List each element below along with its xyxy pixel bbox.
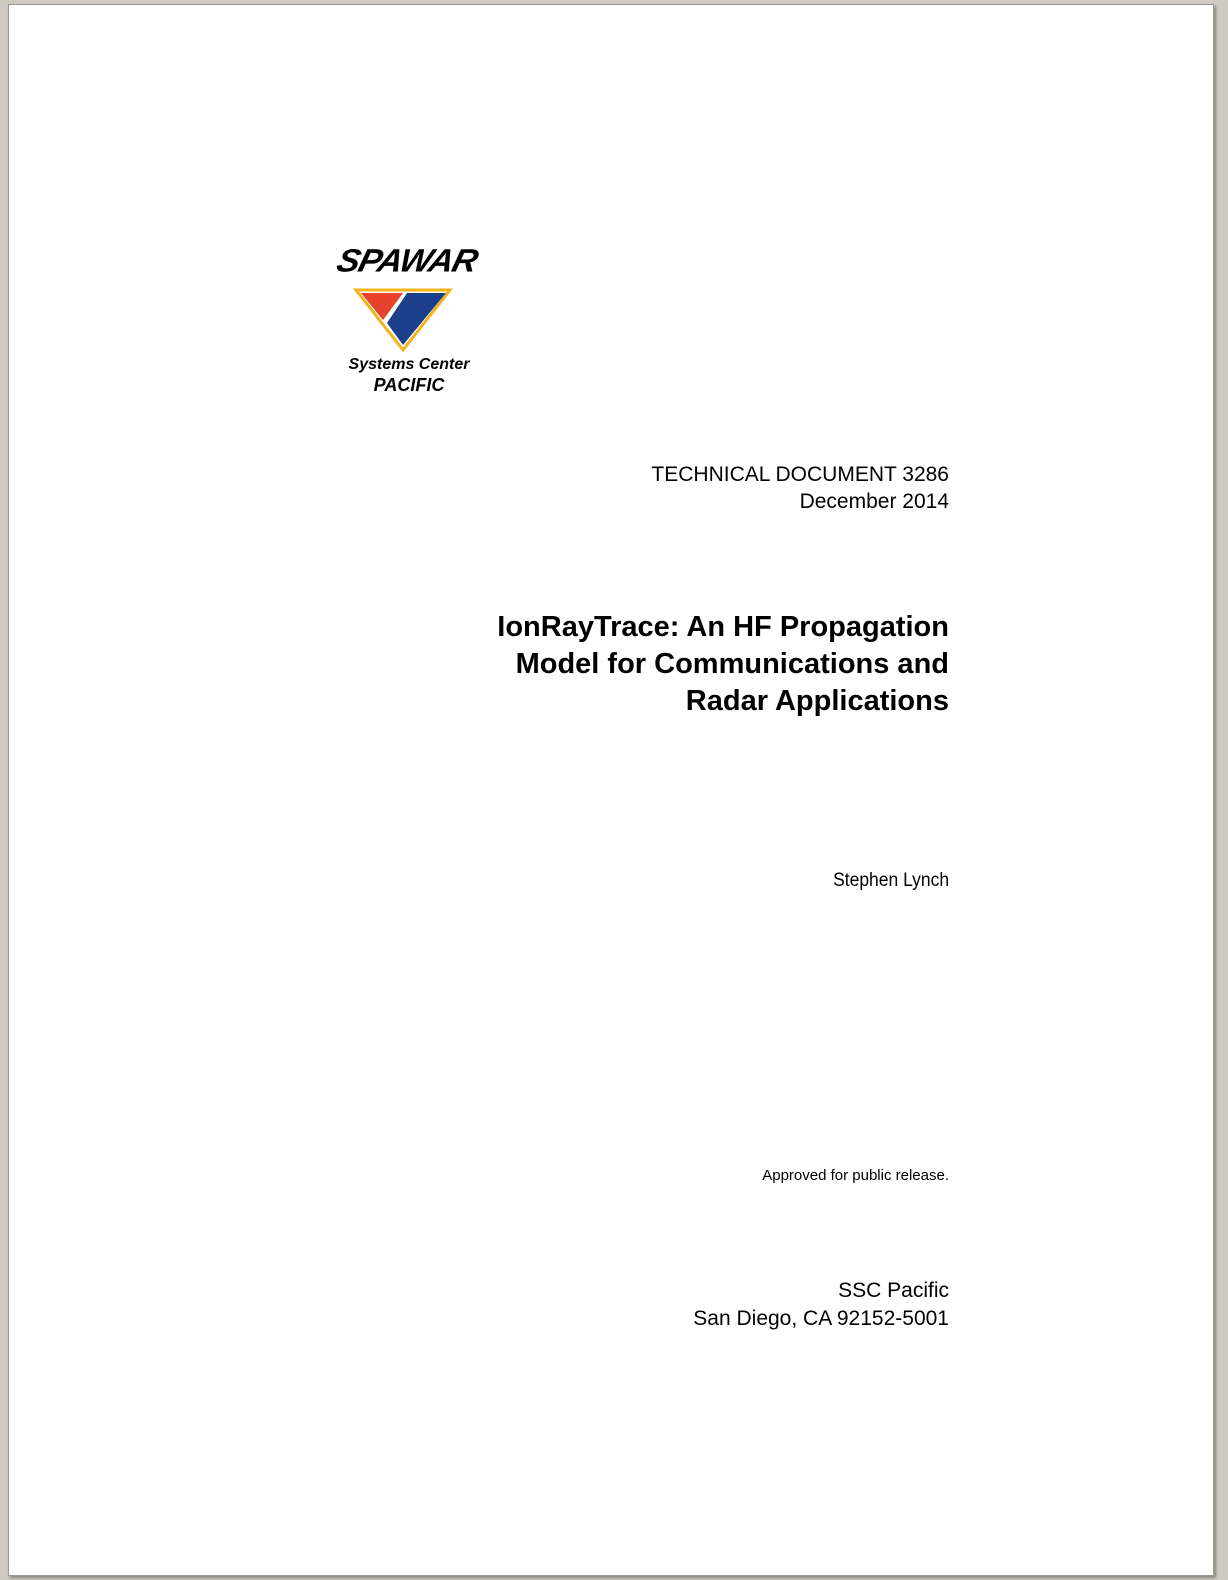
- logo-triangle-icon: [353, 287, 453, 353]
- spawar-logo: [327, 241, 487, 401]
- title-line-3: Radar Applications: [685, 685, 949, 717]
- document-title: [429, 609, 949, 720]
- title-line-2: Model for Communications and: [515, 648, 949, 680]
- organization-block: [693, 1277, 949, 1333]
- release-statement: Approved for public release.: [762, 1167, 949, 1184]
- organization-name: SSC Pacific: [838, 1279, 949, 1302]
- document-number: TECHNICAL DOCUMENT 3286: [651, 463, 949, 486]
- document-date: December 2014: [799, 490, 949, 513]
- logo-wordmark: SPAWAR: [333, 242, 481, 280]
- organization-address: San Diego, CA 92152-5001: [693, 1307, 949, 1330]
- document-identifier: [651, 461, 949, 515]
- title-line-1: IonRayTrace: An HF Propagation: [497, 611, 949, 643]
- logo-subtitle-line1: Systems Center: [348, 356, 470, 373]
- document-page: [8, 4, 1214, 1576]
- logo-subtitle-line2: PACIFIC: [373, 375, 445, 395]
- author-name: Stephen Lynch: [833, 870, 949, 891]
